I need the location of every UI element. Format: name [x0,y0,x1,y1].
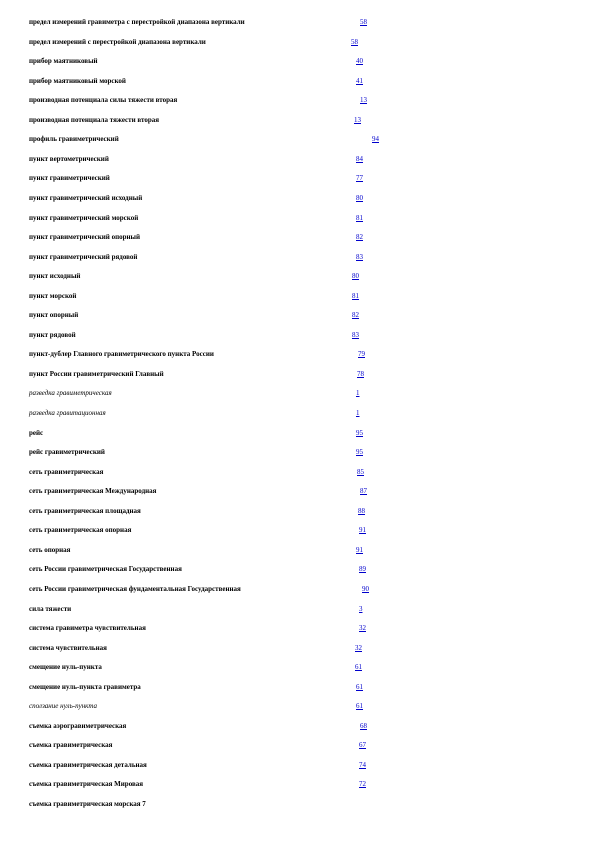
index-entry [29,407,409,419]
index-term: производная потенциала тяжести вторая [29,115,160,124]
index-term: пункт рядовой [29,330,76,339]
index-term: рейс [29,428,44,437]
index-entry [29,16,409,28]
index-entry [29,192,409,204]
index-term: съемка гравиметрическая детальная [29,760,147,769]
index-term: смещение нуль-пункта гравиметра [29,682,141,691]
index-term: предел измерений гравиметра с перестройкой диапазона вертикали [29,18,245,26]
index-entry [29,642,409,654]
index-term: пункт гравиметрический исходный [29,193,143,202]
index-entry [29,798,409,810]
page-number-link[interactable]: 81 [352,291,359,300]
index-term: сеть гравиметрическая опорная [29,526,132,535]
page-number-link[interactable]: 41 [356,76,363,85]
index-term: съемка гравиметрическая морская 7 [29,800,146,808]
page-number-link[interactable]: 58 [360,18,367,26]
index-entry [29,583,409,595]
index-term: пункт гравиметрический [29,174,110,183]
index-term: сеть гравиметрическая площадная [29,506,141,515]
index-term: пункт морской [29,291,77,300]
index-term: сеть гравиметрическая Международная [29,487,157,496]
page-number-link[interactable]: 74 [359,760,366,769]
index-term: прибор маятниковый [29,57,98,66]
page-number-link[interactable]: 85 [357,467,364,476]
index-term: сползание нуль-пункта [29,702,97,711]
page-number-link[interactable]: 89 [359,565,366,574]
page-number-link[interactable]: 94 [372,135,379,144]
index-term: рейс гравиметрический [29,448,105,457]
page-number-link[interactable]: 87 [360,487,367,496]
index-term: пункт опорный [29,311,79,320]
index-entry [29,544,409,556]
index-term: сеть гравиметрическая [29,467,104,476]
index-entry [29,466,409,478]
page-number-link[interactable]: 61 [356,702,363,711]
index-term: пункт гравиметрический рядовой [29,252,138,261]
page-number-link[interactable]: 79 [358,350,365,359]
index-entry [29,251,409,263]
index-term: разведка гравиметрическая [29,389,112,398]
index-term: система чувствительная [29,643,107,652]
page-number-link[interactable]: 78 [357,369,364,378]
index-term: система гравиметра чувствительная [29,624,146,633]
page-number-link[interactable]: 82 [352,311,359,320]
page-number-link[interactable]: 83 [356,252,363,261]
index-entry [29,759,409,771]
index-term: пункт исходный [29,272,81,281]
index-entry [29,720,409,732]
page-number-link[interactable]: 1 [356,409,360,417]
index-entry [29,739,409,751]
page-number-link[interactable]: 80 [352,272,359,281]
page-number-link[interactable]: 88 [358,506,365,515]
page-number-link[interactable]: 95 [356,448,363,457]
index-term: пункт-дублер Главного гравиметрического пункта России [29,350,214,359]
index-entry [29,681,409,693]
index-term: съемка гравиметрическая Мировая [29,780,144,789]
index-term: профиль гравиметрический [29,135,119,144]
index-entry [29,661,409,673]
index-entry [29,427,409,439]
page-number-link[interactable]: 58 [351,37,358,46]
index-entry [29,133,409,145]
index-entry [29,55,409,67]
page-number-link[interactable]: 32 [355,643,362,652]
index-term: пункт вертометрический [29,154,109,163]
index-entry [29,270,409,282]
page-number-link[interactable]: 90 [362,584,369,593]
index-entry [29,290,409,302]
index-entry [29,603,409,615]
page-number-link[interactable]: 91 [356,545,363,554]
page-number-link[interactable]: 82 [356,233,363,242]
index-entry [29,36,409,48]
index-entry [29,446,409,458]
index-term: пункт России гравиметрический Главный [29,369,164,378]
index-term: производная потенциала силы тяжести вторая [29,96,178,105]
page-number-link[interactable]: 72 [359,780,366,789]
index-entry [29,524,409,536]
index-entry [29,563,409,575]
page-number-link[interactable]: 32 [359,624,366,633]
index-entry [29,700,409,712]
index-entry [29,505,409,517]
index-entry [29,485,409,497]
index-entry [29,94,409,106]
page-number-link[interactable]: 3 [359,604,363,613]
index-entry [29,329,409,341]
index-term: сеть опорная [29,545,71,554]
page-number-link[interactable]: 83 [352,330,359,339]
index-term: прибор маятниковый морской [29,76,126,85]
index-entry [29,622,409,634]
index-term: сила тяжести [29,604,72,613]
index-term: съемка гравиметрическая [29,741,113,750]
index-term: предел измерений с перестройкой диапазона вертикали [29,37,206,46]
index-term: смещение нуль-пункта [29,663,102,672]
index-entry [29,212,409,224]
index-entry [29,114,409,126]
index-entry [29,309,409,321]
page-number-link[interactable]: 61 [356,682,363,691]
index-entry [29,153,409,165]
page-number-link[interactable]: 67 [359,741,366,750]
index-entry [29,368,409,380]
page-number-link[interactable]: 81 [356,213,363,222]
page-number-link[interactable]: 1 [356,389,360,398]
page-number-link[interactable]: 61 [355,663,362,672]
index-entry [29,348,409,360]
page-number-link[interactable]: 68 [360,721,367,730]
index-term: сеть России гравиметрическая фундаментальная Государственная [29,584,241,593]
index-term: сеть России гравиметрическая Государственная [29,565,182,574]
page-number-link[interactable]: 95 [356,428,363,437]
index-term: разведка гравитационная [29,409,106,417]
index-term: пункт гравиметрический опорный [29,233,141,242]
index-entry [29,387,409,399]
index-entry [29,778,409,790]
page-number-link[interactable]: 13 [354,115,361,124]
index-term: съемка аэрогравиметрическая [29,721,127,730]
index-entry [29,172,409,184]
page-number-link[interactable]: 91 [359,526,366,535]
page-number-link[interactable]: 77 [356,174,363,183]
page-number-link[interactable]: 84 [356,154,363,163]
page-number-link[interactable]: 40 [356,57,363,66]
page-number-link[interactable]: 80 [356,193,363,202]
index-term: пункт гравиметрический морской [29,213,139,222]
page-number-link[interactable]: 13 [360,96,367,105]
index-entry [29,75,409,87]
index-entry [29,231,409,243]
